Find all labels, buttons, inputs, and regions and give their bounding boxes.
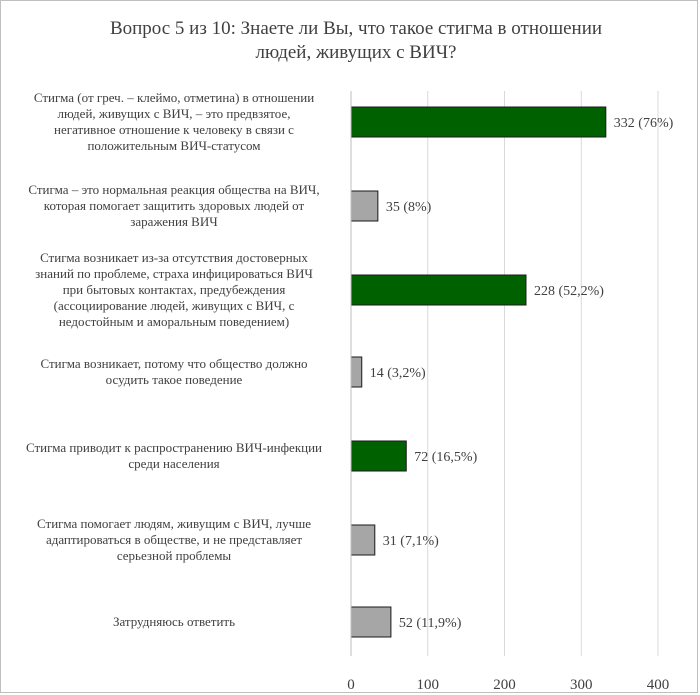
category-label-line: Стигма возникает, потому что общество должно <box>40 356 308 371</box>
data-label: 228 (52,2%) <box>533 284 604 299</box>
x-tick-label: 300 <box>570 677 593 693</box>
bar <box>351 357 362 387</box>
category-label-line: которая помогает защитить здоровых людей от <box>43 198 305 213</box>
data-label: 31 (7,1%) <box>382 534 439 549</box>
category-label-line: заражения ВИЧ <box>130 214 218 229</box>
x-tick-label: 0 <box>347 677 355 693</box>
bar <box>351 191 378 221</box>
bar <box>351 275 526 305</box>
category-label-line: серьезной проблемы <box>116 548 232 563</box>
x-tick-label: 200 <box>493 677 516 693</box>
data-label: 35 (8%) <box>385 200 432 215</box>
category-label-line: людей, живущих с ВИЧ, – это предвзятое, <box>57 106 291 121</box>
category-label-line: Затрудняюсь ответить <box>112 614 236 629</box>
category-label-line: Стигма возникает из-за отсутствия достоверных <box>40 250 308 265</box>
category-label-line: адаптироваться в обществе, и не представляет <box>45 532 303 547</box>
category-label-line: негативное отношение к человеку в связи с <box>54 122 294 137</box>
category-label-line: (ассоциирование людей, живущих с ВИЧ, с <box>53 298 295 313</box>
category-label-line: Стигма (от греч. – клеймо, отметина) в отношении <box>33 90 315 105</box>
data-label: 72 (16,5%) <box>414 450 478 465</box>
bar <box>351 107 606 137</box>
category-label-line: среди населения <box>128 456 220 471</box>
bar <box>351 441 406 471</box>
data-label: 52 (11,9%) <box>398 616 462 631</box>
chart-title-line: людей, живущих с ВИЧ? <box>255 42 457 63</box>
bar <box>351 525 375 555</box>
category-label-line: положительным ВИЧ-статусом <box>87 138 261 153</box>
bar <box>351 607 391 637</box>
data-label: 14 (3,2%) <box>369 366 426 381</box>
category-label-line: Стигма приводит к распространению ВИЧ-инфекции <box>25 440 323 455</box>
category-label-line: недостойным и аморальным поведением) <box>58 314 290 329</box>
x-tick-label: 400 <box>646 677 670 693</box>
data-label: 332 (76%) <box>613 116 674 131</box>
chart-title-line: Вопрос 5 из 10: Знаете ли Вы, что такое стигма в отношении <box>109 18 603 39</box>
category-label-line: Стигма – это нормальная реакция общества на ВИЧ, <box>28 182 320 197</box>
category-label-line: при бытовых контактах, предубеждения <box>62 282 286 297</box>
category-label-line: Стигма помогает людям, живущим с ВИЧ, лучше <box>37 516 311 531</box>
x-tick-label: 100 <box>416 677 439 693</box>
bar-chart-plot <box>1 1 699 694</box>
category-label-line: осудить такое поведение <box>105 372 243 387</box>
category-label-line: знаний по проблеме, страха инфицироваться ВИЧ <box>35 266 313 281</box>
